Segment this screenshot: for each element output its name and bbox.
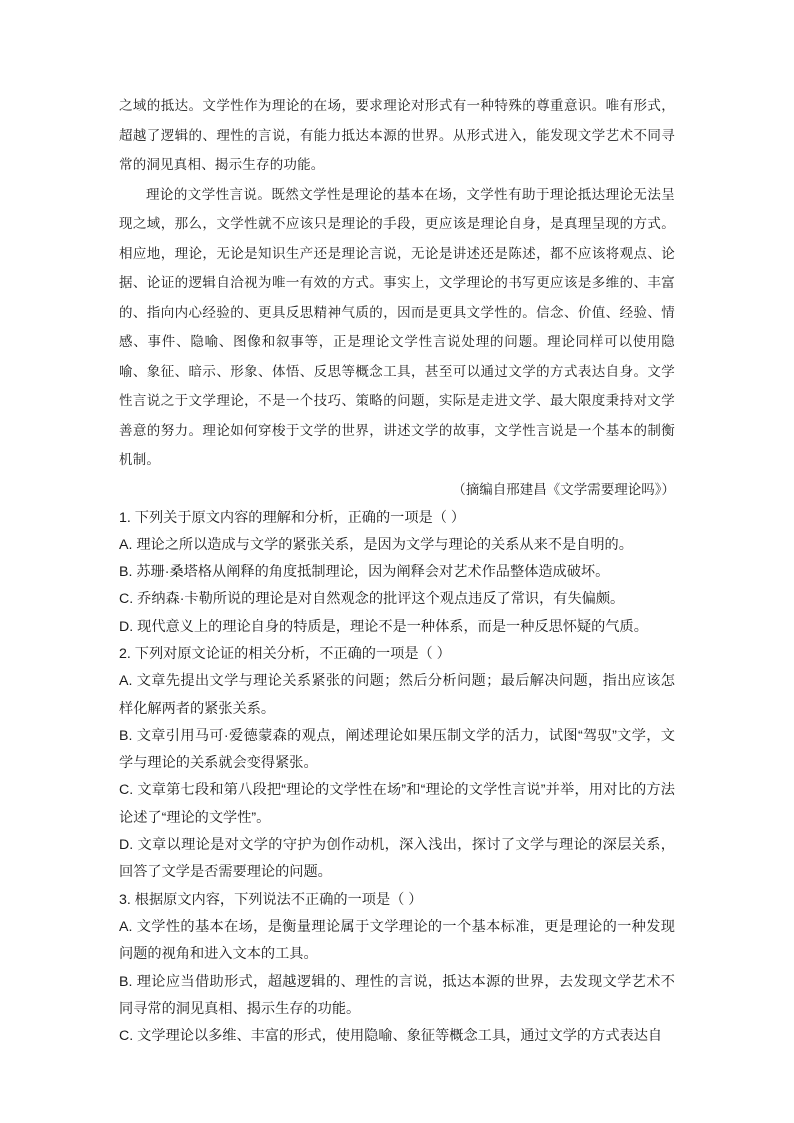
- document-page: [119, 92, 675, 1050]
- option-b: B. 理论应当借助形式，超越逻辑的、理性的言说，抵达本源的世界，去发现文学艺术不同寻常的洞见真相、揭示生存的功能。: [119, 973, 675, 1017]
- option-d: D. 文章以理论是对文学的守护为创作动机，深入浅出，探讨了文学与理论的深层关系，回答了文学是否需要理论的问题。: [119, 837, 675, 881]
- article-passage: [119, 92, 675, 476]
- option-d: D. 现代意义上的理论自身的特质是，理论不是一种体系，而是一种反思怀疑的气质。: [119, 618, 648, 635]
- passage-source: （摘编自邢建昌《文学需要理论吗》）: [452, 481, 675, 498]
- question-1: [119, 505, 675, 641]
- passage-paragraph-2: 理论的文学性言说。既然文学性是理论的基本在场，文学性有助于理论抵达理论无法呈现之域，那么，文学性就不应该只是理论的手段，更应该是理论自身，是真理呈现的方式。相应地，理论，无论是知识生产还是理论言说，无论是讲述还是陈述，都不应该将观点、论据、论证的逻辑自洽视为唯一有效的方式。事实上，文学理论的书写更应该是多维的、丰富的、指向内心经验的、更具反思精神气质的，因而是更具文学性的。信念、价值、经验、情感、事件、隐喻、图像和叙事等，正是理论文学性言说处理的问题。理论同样可以使用隐喻、象征、暗示、形象、体悟、反思等概念工具，甚至可以通过文学的方式表达自身。文学性言说之于文学理论，不是一个技巧、策略的问题，实际是走进文学、最大限度秉持对文学善意的努力。理论如何穿梭于文学的世界，讲述文学的故事，文学性言说是一个基本的制衡机制。: [119, 186, 675, 468]
- question-stem: 2. 下列对原文论证的相关分析，不正确的一项是（ ）: [119, 645, 451, 662]
- option-c: C. 文学理论以多维、丰富的形式，使用隐喻、象征等概念工具，通过文学的方式表达自: [119, 1028, 663, 1045]
- option-a: A. 文学性的基本在场，是衡量理论属于文学理论的一个基本标准，更是理论的一种发现问题的视角和进入文本的工具。: [119, 918, 675, 963]
- passage-paragraph-1: 之域的抵达。文学性作为理论的在场，要求理论对形式有一种特殊的尊重意识。唯有形式，超越了逻辑的、理性的言说，有能力抵达本源的世界。从形式进入，能发现文学艺术不同寻常的洞见真相、揭示生存的功能。: [119, 98, 675, 173]
- question-2: [119, 641, 675, 887]
- option-a: A. 理论之所以造成与文学的紧张关系，是因为文学与理论的关系从来不是自明的。: [119, 536, 633, 553]
- question-stem: 3. 根据原文内容，下列说法不正确的一项是（ ）: [119, 891, 423, 908]
- option-c: C. 文章第七段和第八段把“理论的文学性在场”和“理论的文学性言说”并举，用对比的方法论述了“理论的文学性”。: [119, 782, 675, 826]
- question-stem: 1. 下列关于原文内容的理解和分析，正确的一项是（ ）: [119, 509, 466, 526]
- question-3: [119, 887, 675, 1051]
- option-b: B. 文章引用马可·爱德蒙森的观点，阐述理论如果压制文学的活力，试图“驾驭”文学，文学与理论的关系就会变得紧张。: [119, 727, 675, 772]
- option-a: A. 文章先提出文学与理论关系紧张的问题；然后分析问题；最后解决问题，指出应该怎样化解两者的紧张关系。: [119, 673, 675, 717]
- option-c: C. 乔纳森·卡勒所说的理论是对自然观念的批评这个观点违反了常识，有失偏颇。: [119, 591, 625, 608]
- question-list: [119, 505, 675, 1051]
- option-b: B. 苏珊·桑塔格从阐释的角度抵制理论，因为阐释会对艺术作品整体造成破坏。: [119, 564, 610, 581]
